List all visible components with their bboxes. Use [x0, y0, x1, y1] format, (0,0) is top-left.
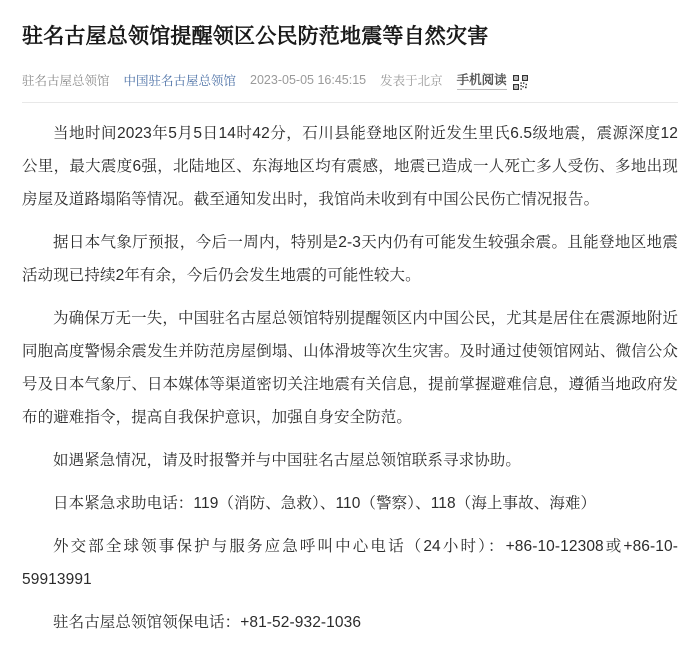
meta-account-link[interactable]: 中国驻名古屋总领馆 — [123, 74, 237, 88]
article-meta-bar — [22, 70, 678, 90]
emergency-phone-japan: 日本紧急求助电话：119（消防、急救）、110（警察）、118（海上事故、海难） — [53, 495, 597, 512]
article-paragraph: 据日本气象厅预报，今后一周内，特别是2-3天内仍有可能发生较强余震。且能登地区地震活动现已持续2年有余，今后仍会发生地震的可能性较大。 — [22, 234, 678, 284]
meta-timestamp: 2023-05-05 16:45:15 — [250, 73, 367, 87]
article-body — [22, 117, 678, 639]
meta-divider — [22, 102, 678, 103]
meta-source: 驻名古屋总领馆 — [22, 74, 110, 88]
article-paragraph: 当地时间2023年5月5日14时42分，石川县能登地区附近发生里氏6.5级地震，震源深度12公里，最大震度6强，北陆地区、东海地区均有震感，地震已造成一人死亡多人受伤、多地出现房屋及道路塌陷等情况。截至通知发出时，我馆尚未收到有中国公民伤亡情况报告。 — [22, 125, 678, 208]
qr-code-icon[interactable] — [513, 75, 528, 90]
meta-location: 发表于北京 — [380, 74, 443, 88]
mobile-read-link[interactable]: 手机阅读 — [457, 70, 507, 90]
consulate-phone: 驻名古屋总领馆领保电话：+81-52-932-1036 — [53, 614, 362, 631]
emergency-phone-mfa: 外交部全球领事保护与服务应急呼叫中心电话（24小时）：+86-10-12308或+86-10-59913991 — [22, 538, 678, 588]
article-paragraph: 为确保万无一失，中国驻名古屋总领馆特别提醒领区内中国公民，尤其是居住在震源地附近同胞高度警惕余震发生并防范房屋倒塌、山体滑坡等次生灾害。及时通过使领馆网站、微信公众号及日本气象厅、日本媒体等渠道密切关注地震有关信息，提前掌握避难信息，遵循当地政府发布的避难指令，提高自我保护意识，加强自身安全防范。 — [22, 310, 678, 426]
article-paragraph: 如遇紧急情况，请及时报警并与中国驻名古屋总领馆联系寻求协助。 — [53, 452, 522, 469]
page-title: 驻名古屋总领馆提醒领区公民防范地震等自然灾害 — [22, 25, 489, 48]
